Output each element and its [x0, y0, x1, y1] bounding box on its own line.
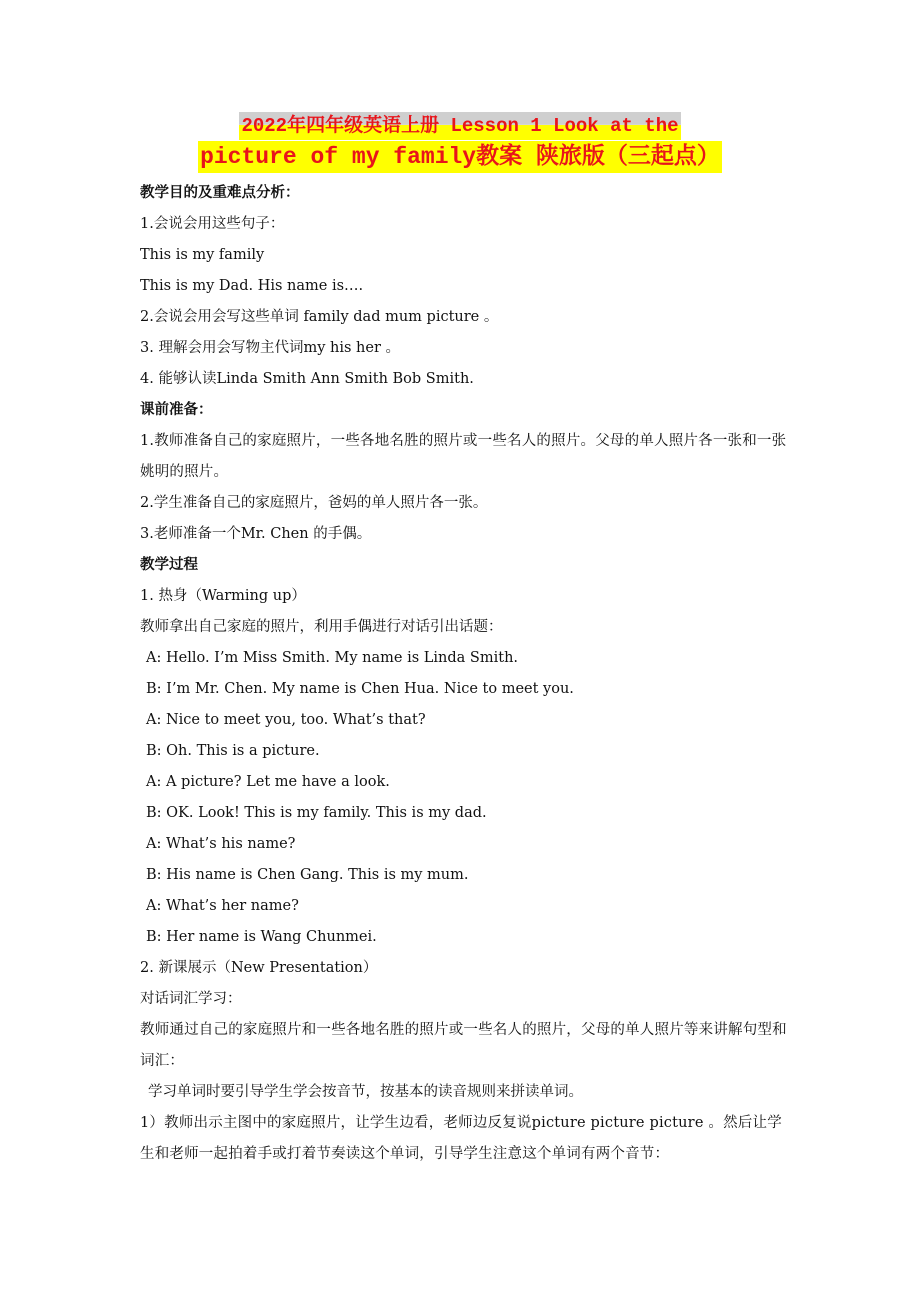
- goal-item: This is my family: [140, 247, 265, 263]
- goal-item: 3. 理解会用会写物主代词my his her 。: [140, 340, 400, 356]
- title-line-2: picture of my family教案 陕旅版（三起点）: [198, 141, 722, 173]
- dialogue-line: B: Her name is Wang Chunmei.: [146, 929, 377, 945]
- presentation-paragraph: 1）教师出示主图中的家庭照片，让学生边看，老师边反复说picture picture picture 。然后让学生和老师一起拍着手或打着节奏读这个单词，引导学生注意这个单词有两个音节：: [140, 1115, 782, 1162]
- dialogue-line: B: OK. Look! This is my family. This is my dad.: [146, 805, 487, 821]
- dialogue-line: A: A picture? Let me have a look.: [146, 774, 390, 790]
- title-line-1: 2022年四年级英语上册 Lesson 1 Look at the: [239, 112, 680, 140]
- presentation-paragraph: 学习单词时要引导学生学会按音节，按基本的读音规则来拼读单词。: [148, 1084, 583, 1100]
- prep-item: 2.学生准备自己的家庭照片，爸妈的单人照片各一张。: [140, 495, 488, 511]
- presentation-paragraph: 教师通过自己的家庭照片和一些各地名胜的照片或一些名人的照片，父母的单人照片等来讲解句型和词汇：: [140, 1022, 787, 1069]
- goal-item: 2.会说会用会写这些单词 family dad mum picture 。: [140, 309, 499, 325]
- presentation-sub: 对话词汇学习：: [140, 991, 242, 1007]
- goal-item: 4. 能够认读Linda Smith Ann Smith Bob Smith.: [140, 371, 474, 387]
- dialogue-line: A: Hello. I’m Miss Smith. My name is Linda Smith.: [146, 650, 519, 666]
- presentation-title: 2. 新课展示（New Presentation）: [140, 960, 378, 976]
- section-heading-prep: 课前准备：: [140, 402, 213, 418]
- dialogue-line: B: Oh. This is a picture.: [146, 743, 320, 759]
- dialogue-line: A: What’s her name?: [146, 898, 299, 914]
- warmup-intro: 教师拿出自己家庭的照片，利用手偶进行对话引出话题：: [140, 619, 503, 635]
- goal-item: 1.会说会用这些句子：: [140, 216, 285, 232]
- prep-item: 3.老师准备一个Mr. Chen 的手偶。: [140, 526, 372, 542]
- dialogue-line: B: I’m Mr. Chen. My name is Chen Hua. Nice to meet you.: [146, 681, 574, 697]
- dialogue-line: B: His name is Chen Gang. This is my mum.: [146, 867, 469, 883]
- document-body: [140, 178, 790, 1170]
- section-heading-goals: 教学目的及重难点分析：: [140, 185, 300, 201]
- dialogue-line: A: Nice to meet you, too. What’s that?: [146, 712, 426, 728]
- prep-item: 1.教师准备自己的家庭照片，一些各地名胜的照片或一些名人的照片。父母的单人照片各一张和一张姚明的照片。: [140, 433, 787, 480]
- dialogue-line: A: What’s his name?: [146, 836, 296, 852]
- document-title: [0, 112, 920, 173]
- warmup-title: 1. 热身（Warming up）: [140, 588, 306, 604]
- section-heading-process: 教学过程: [140, 557, 198, 573]
- goal-item: This is my Dad. His name is….: [140, 278, 364, 294]
